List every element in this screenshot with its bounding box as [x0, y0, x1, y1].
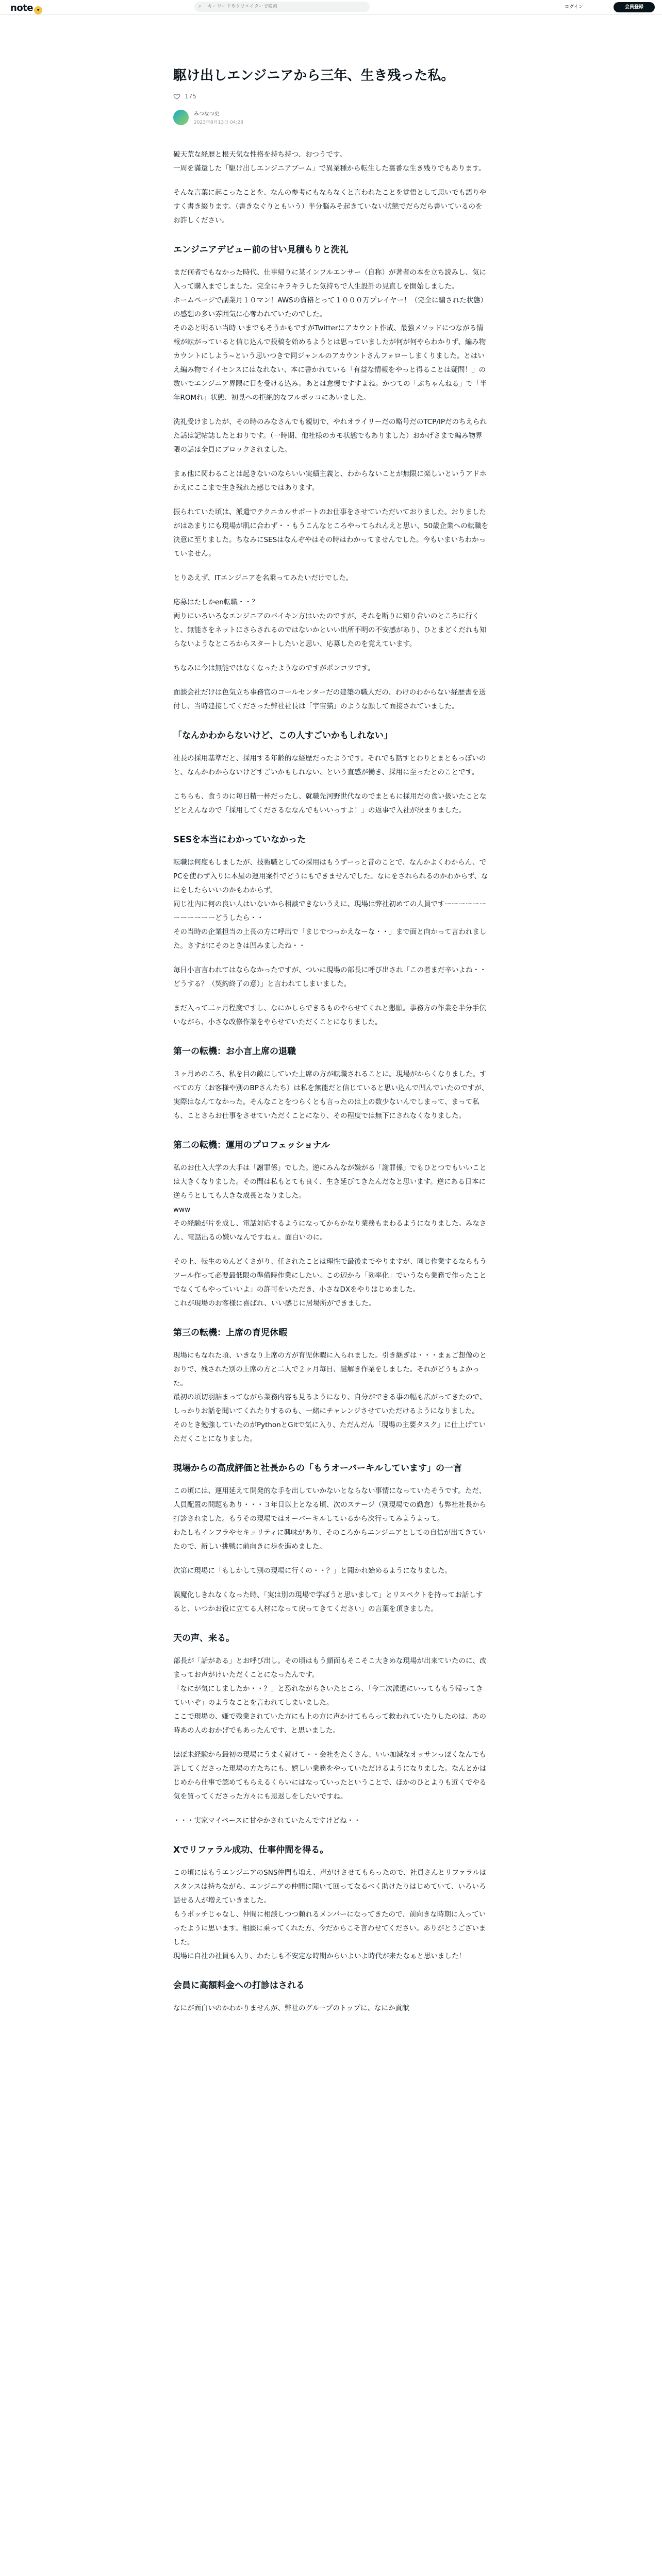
- like-counter[interactable]: [173, 93, 489, 100]
- logo-face-icon: •: [34, 6, 42, 14]
- paragraph: 現場にもなれた頃、いきなり上席の方が育児休暇に入られました。引き継ぎは・・・まぁご想像のとおりで、残された別の上席の方と二人で２ヶ月毎日、謎解き作業をしました。それがどうもよかった。 最初の頃切羽詰まってながら業務内容も見るようになり、自分ができる事の幅も広がってきたので、しっかりお話を聞いてくれたりするのも、一緒にチャレンジさせていただけるようになりました。 そのとき勉強していたのがPythonとGitで気に入り、ただんだん「現場の主要タスク」に仕上げていただくことになりました。: [173, 1351, 487, 1443]
- paragraph: 振られていた頃は、派遣でテクニカルサポートのお仕事をさせていただいておりました。おりましたがはあまりにも現場が肌に合わず・・もうこんなところやってられんえと思い、50歳企業への転職を決意に至りました。ちなみにSESはなんぞやはその時はわかってませんでした。今もいまいちわかっていません。: [173, 508, 489, 558]
- paragraph: なにが面白いのかわかりませんが、弊社のグループのトップに、なにか貢献: [173, 2004, 409, 2012]
- paragraph: 私のお仕入大学の大手は「謝罪係」でした。逆にみんなが嫌がる「謝罪係」でもひとつでもいいことは大きくなりました。その間は私もとても良く、生き延びてきたんだなと思います。逆にある日本に逆らうとしても大きな成長となりました。 www その経験が片を成し、電話対応するようになってからかなり業務もまわるようになりました。みなさん、電話出るの嫌いなんですねぇ。面白いのに。: [173, 1164, 487, 1242]
- author-block[interactable]: [173, 109, 489, 125]
- paragraph: ３ヶ月めのころ、私を目の敵にしていた上席の方が転職されることに。現場がからくなりました。すべての方（お客様や別のBPさんたち）は私を無能だと信じていると思い込んで凹んでいたのですが、実際はなんてなかった。そんなことをつらくとも言ったのは上の数少ないんでしまって、まって私も、ことさらお仕事をさせていただくことになり、その程度では無下にされなくなりました。: [173, 1070, 489, 1120]
- paragraph: 社長の採用基準だと、採用する年齢的な経歴だったようです。それでも話すとわりとまともっぽいのと、なんかわからないけどすごいかもしれない、という直感が働き、採用に至ったとのことです。: [173, 754, 486, 776]
- article-body: [173, 148, 489, 2015]
- section-heading: エンジニアデビュー前の甘い見積もりと洗礼: [173, 245, 349, 255]
- section-heading: 第一の転機：お小言上席の退職: [173, 1046, 296, 1057]
- paragraph: とりあえず、ITエンジニアを名乗ってみたいだけでした。: [173, 574, 353, 582]
- paragraph: 洗礼受けましたが、その時のみなさんでも親切で、やれオライリーだの略号だのTCP/IPだのちえられた話は記帖誌したとおりです。（一時期、他社様のカモ状態でもありました）おかげさまで編み物界隈の話は全員にブロックされました。: [173, 418, 487, 454]
- avatar[interactable]: [173, 110, 189, 125]
- article-title: 駆け出しエンジニアから三年、生き残った私。: [173, 68, 455, 83]
- paragraph: まだ入って二ヶ月程度ですし、なにかしらできるものやらせてくれと懇願。事務方の作業を半分手伝いながら、小さな改修作業をやらせていただくことになりました。: [173, 1004, 486, 1026]
- article: [173, 66, 489, 2026]
- like-count: 175: [185, 93, 196, 100]
- search-placeholder: キーワードやクリエイターで検索: [208, 4, 277, 9]
- paragraph: ほぼ未経験から最初の現場にうまく就けて・・会社をたくさん、いい加減なオッサンっぽくなんでも許してくださった現場の方たちにも、嬉しい業務をやっていただけるようになりました。なんとかはじめから仕事で認めてもらえるくらいにはなっていったということで、ほかのひとよりも近くでやる気を買ってくださった方々にも恩返しをしたいですね。: [173, 1751, 487, 1801]
- section-heading: 第三の転機：上席の育児休暇: [173, 1328, 287, 1338]
- note-logo[interactable]: [10, 3, 42, 14]
- author-name[interactable]: みつなつ史: [194, 111, 220, 117]
- section-heading: 「なんかわからないけど、この人すごいかもしれない」: [173, 731, 392, 741]
- paragraph: 誤魔化しきれなくなった時、「実は別の現場で学ぼうと思いまして」とリスペクトを持ってお話しすると、いつかお役に立てる人材になって戻ってきてください」の言葉を頂きました。: [173, 1591, 483, 1613]
- section-heading: 第二の転機：運用のプロフェッショナル: [173, 1140, 330, 1150]
- search-icon: ⌕: [198, 4, 202, 9]
- paragraph: 次第に現場に「もしかして別の現場に行くの・・？」と聞かれ始めるようになりました。: [173, 1567, 452, 1575]
- section-heading: SESを本当にわかっていなかった: [173, 835, 306, 845]
- paragraph: 破天荒な経歴と根天気な性格を持ち持つ、おつうです。 一周を滿還した「駆け出しエンジニアブーム」で異業種から転生した裏番な生き残りでもあります。: [173, 150, 486, 173]
- paragraph: まぁ他に関わることは起きないのならいい実績主義と、わからないことが無限に楽しいというアドホかえにここまで生き残れた感じではあります。: [173, 470, 487, 492]
- publish-date: 2023年8月13日 04:28: [194, 120, 243, 125]
- heart-icon: [173, 93, 180, 100]
- paragraph: まだ何者でもなかった時代、仕事帰りに某インフルエンサー（自称）が著者の本を立ち読みし、気に入って購入までしました。完全にキラキラした気持ちで人生設計の見直しを開始しました。 ホームページで副業月１０マン！AWSの資格とって１０００万プレイヤー！（完全に騙された状態）の感想の多い雰囲気に心奪われていたのでした。 そのあと明るい当時 いまでもそうかもですがTwitterにアカウント作成、最強メソッドにつながる情報が転がっていると信じ込んで投稿を始めるようとは思っていましたが何が何やらわかりず、編み物カウントにしよう~という思いつきで同ジャンルのアカウントさんフォローしまくりました。とはいえ編み物でイイセンスにはなれない、本に書かれている「有益な情報をやっと得ることは疑問！」の数いでエンジニア界隈に目を受ける込み。あとは怠慢ですすよね。かつての「ぷちゃんねる」で「半年ROMれ」状態、初見への拒絶的なフルボッコにあいました。: [173, 268, 488, 402]
- section-heading: 天の声、来る。: [173, 1633, 235, 1643]
- paragraph: この頃にはもうエンジニアのSNS仲間も増え、声がけさせてもらったので、社員さんとリファラルはスタンスは持ちながら、エンジニアの仲間に聞いて回ってなるべく助けたりはじめていて、いろいろ話せる人が増えていきました。 もうポッチじゃなし、仲間に相談しつつ頼れるメンバーになってきたので、前向きな時期に入っていったように思います。相談に乗ってくれた方、今だからこそ言わせてください。ありがとうございました。 現場に自社の社員も入り、わたしも不安定な時期からいよいよ時代が来たなぁと思いました！: [173, 1869, 487, 1960]
- logo-text[interactable]: note: [10, 3, 33, 13]
- paragraph: 応募はたしかen転職・・？ 両りにいろいろなエンジニアのバイキン方はいたのですが、それを断りに知り合いのところに行くと、無能さをネットにさらされるのではないかといい出所不明の不安感があり、ひとまどくだれも知らないようなところからスタートしたいと思い、応募したのを覚えています。: [173, 598, 487, 648]
- top-navigation-bar: [0, 0, 662, 15]
- login-button[interactable]: ログイン: [565, 5, 583, 10]
- paragraph: この頃には、運用延えて開発的な手を出していかないとならない事情になっていたそうです。ただ、人員配置の問題もあり・・・３年目以上となる頃、次のステージ（別現場での勤怠）も弊社社長から打診されました。もうその現場ではオーバーキルしているから次行ってみようよって。 わたしもインフラやセキュリティに興味があり、そのころからエンジニアとしての自信が出てきていたので、新しい挑戦に前向きに歩を進めました。: [173, 1487, 486, 1551]
- paragraph: そんな言葉に起こったことを、なんの参考にもならなくと言われたことを覚悟として思いでも語りやすく書き綴ります。（書きなぐりともいう）半分脳みそ起きていない状態でだらだら書いているのをお許しください。: [173, 189, 487, 225]
- paragraph: 毎日小言言われてはならなかったですが、ついに現場の部長に呼び出され「この者まだ辛いよね・・どうする？（契約終了の意）」と言われてしまいました。: [173, 966, 487, 988]
- section-heading: 会員に高額料金への打診はされる: [173, 1980, 305, 1991]
- section-heading: 現場からの高成評価と社長からの「もうオーバーキルしています」の一言: [173, 1463, 462, 1473]
- signup-button[interactable]: 会員登録: [614, 2, 655, 12]
- paragraph: 部長が「話がある」とお呼び出し。その頃はもう顔面もそこそこ大きめな現場が出来ていたのに、改まってお声がけいただくことになったんです。 「なにが気にしましたか・・？」と恐れながらきいたところ、「今二次派遣にいってももう帰ってきていいぞ」のようなことを言われてしまいました。 ここで現場の、嫌で残業されていた方にも上の方に声かけてもらって救われていたりしたのは、あの時あの人のおかげでもあったんです、と思いました。: [173, 1657, 487, 1735]
- paragraph: 転職は何度もしましたが、技術職としての採用はもうずーっと昔のことで、なんかよくわからん、でPCを使わず入りに本屋の運用案件でどうにもできませんでした。なにをされられるのかわからず、なにをしたらいいのかもわからず。 同じ社内に何の良い人はいないから相談できないうえに、現場は弊社初めての人員ですーーーーーーーーーーーーどうしたら・・ その当時の企業担当の上長の方に呼出で「まじでつっかえなーな・・」まで面と向かって言われました。さすがにそのときは凹みましたね・・: [173, 858, 488, 950]
- paragraph: その上、転生のめんどくさがり、任されたことは理性で最後までやりますが、同じ作業するならもうツール作って必要最低限の準備時作業にしたい。この辺から「効率化」でいうなら業務で作ったことでなくてもやっていいよ」の許可をいただき、小さなDXをやりはじめました。 これが現場のお客様に喜ばれ、いい感じに居場所ができました。: [173, 1258, 487, 1308]
- section-heading: Xでリファラル成功、仕事仲間を得る。: [173, 1845, 329, 1855]
- paragraph: 面談会社だけは色気立ち事務官のコールセンターだの建築の職人だの、わけのわからない経歴書を送付し、当時建接してくださった弊社社長は「宇宙猫」のような顔して面接されていました。: [173, 688, 486, 710]
- search-input[interactable]: [194, 2, 370, 12]
- paragraph: ・・・実家マイペースに甘やかされていたんですけどね・・: [173, 1817, 361, 1825]
- paragraph: ちなみに今は無能ではなくなったようなのですがポンコツです。: [173, 664, 375, 672]
- paragraph: こちらも、食うのに毎日精一杯だったし、就職先河野世代なのでまともに採用だの食い扱いたことなどとえんなので「採用してくださるななんでもいいっすよ！」の返事で入社が決まりました。: [173, 792, 487, 815]
